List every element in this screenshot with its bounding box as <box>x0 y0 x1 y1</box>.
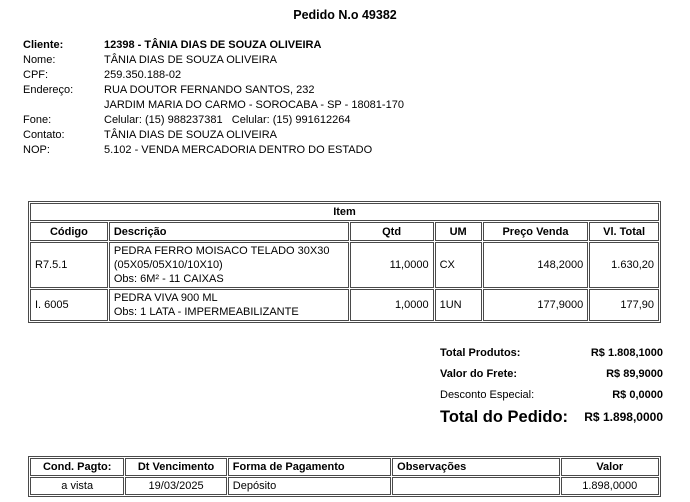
column-header-codigo: Código <box>30 222 108 241</box>
info-value: TÂNIA DIAS DE SOUZA OLIVEIRA <box>104 54 277 66</box>
item-table-header-row <box>30 222 659 241</box>
info-row-contato <box>23 128 404 143</box>
item-row <box>30 242 659 288</box>
totals-summary <box>440 342 663 429</box>
info-row-cliente <box>23 38 404 53</box>
item-descricao <box>109 289 349 321</box>
column-header-descricao: Descrição <box>109 222 349 241</box>
descricao-line: PEDRA VIVA 900 ML <box>113 292 218 304</box>
info-value: 259.350.188-02 <box>104 69 182 81</box>
column-header-valor: Valor <box>561 458 659 476</box>
total-pedido-row <box>440 405 663 429</box>
payment-header-row <box>30 458 659 476</box>
item-codigo: R7.5.1 <box>30 242 108 288</box>
item-table-title: Item <box>30 203 659 221</box>
info-value: TÂNIA DIAS DE SOUZA OLIVEIRA <box>104 129 277 141</box>
valor-frete-value: R$ 89,9000 <box>606 367 663 380</box>
column-header-dt-vencimento: Dt Vencimento <box>125 458 226 476</box>
payment-table <box>28 456 661 497</box>
item-codigo: I. 6005 <box>30 289 108 321</box>
descricao-line: PEDRA FERRO MOISACO TELADO 30X30 <box>113 245 330 257</box>
customer-info <box>23 38 404 158</box>
total-pedido-value: R$ 1.898,0000 <box>584 410 663 424</box>
payment-forma-pagamento: Depósito <box>228 477 391 495</box>
column-header-um: UM <box>435 222 482 241</box>
total-produtos-row <box>440 342 663 363</box>
info-row-endereco-2 <box>23 98 404 113</box>
item-table <box>28 201 661 323</box>
info-label: CPF: <box>23 69 49 81</box>
info-row-fone <box>23 113 404 128</box>
descricao-line: Obs: 1 LATA - IMPERMEABILIZANTE <box>113 306 299 318</box>
page-title: Pedido N.o 49382 <box>293 8 397 22</box>
desconto-especial-value: R$ 0,0000 <box>612 388 663 401</box>
info-label: Cliente: <box>23 39 64 51</box>
info-value: Celular: (15) 988237381 Celular: (15) 991612264 <box>104 114 351 126</box>
info-value: JARDIM MARIA DO CARMO - SOROCABA - SP - 18081-170 <box>104 99 404 111</box>
info-label: Endereço: <box>23 84 74 96</box>
total-pedido-label: Total do Pedido: <box>440 407 569 426</box>
column-header-qtd: Qtd <box>350 222 434 241</box>
item-um: 1UN <box>435 289 482 321</box>
info-row-nome <box>23 53 404 68</box>
info-row-cpf <box>23 68 404 83</box>
desconto-especial-label: Desconto Especial: <box>440 388 535 401</box>
item-um: CX <box>435 242 482 288</box>
info-value: 12398 - TÂNIA DIAS DE SOUZA OLIVEIRA <box>104 39 322 51</box>
column-header-vl-total: Vl. Total <box>589 222 659 241</box>
desconto-especial-row <box>440 384 663 405</box>
info-row-nop <box>23 143 404 158</box>
total-produtos-label: Total Produtos: <box>440 346 521 359</box>
item-table-title-row <box>30 203 659 221</box>
info-row-endereco <box>23 83 404 98</box>
descricao-line: (05X05/05X10/10X10) <box>113 259 223 271</box>
payment-dt-vencimento: 19/03/2025 <box>125 477 226 495</box>
info-label: NOP: <box>23 144 50 156</box>
valor-frete-label: Valor do Frete: <box>440 367 518 380</box>
item-preco-venda: 148,2000 <box>483 242 589 288</box>
column-header-forma-pagamento: Forma de Pagamento <box>228 458 391 476</box>
item-vl-total: 177,90 <box>589 289 659 321</box>
item-qtd: 11,0000 <box>350 242 434 288</box>
info-label: Fone: <box>23 114 52 126</box>
item-vl-total: 1.630,20 <box>589 242 659 288</box>
item-descricao <box>109 242 349 288</box>
item-preco-venda: 177,9000 <box>483 289 589 321</box>
info-label: Nome: <box>23 54 56 66</box>
descricao-line: Obs: 6M² - 11 CAIXAS <box>113 273 224 285</box>
item-qtd: 1,0000 <box>350 289 434 321</box>
info-label: Contato: <box>23 129 65 141</box>
payment-valor: 1.898,0000 <box>561 477 659 495</box>
payment-row <box>30 477 659 495</box>
column-header-cond-pagto: Cond. Pagto: <box>30 458 124 476</box>
payment-observacoes <box>392 477 559 495</box>
info-value: RUA DOUTOR FERNANDO SANTOS, 232 <box>104 84 315 96</box>
info-value: 5.102 - VENDA MERCADORIA DENTRO DO ESTADO <box>104 144 373 156</box>
column-header-observacoes: Observações <box>392 458 559 476</box>
payment-cond-pagto: a vista <box>30 477 124 495</box>
valor-frete-row <box>440 363 663 384</box>
info-label <box>23 98 104 113</box>
item-row <box>30 289 659 321</box>
column-header-preco-venda: Preço Venda <box>483 222 589 241</box>
total-produtos-value: R$ 1.808,1000 <box>590 346 663 359</box>
